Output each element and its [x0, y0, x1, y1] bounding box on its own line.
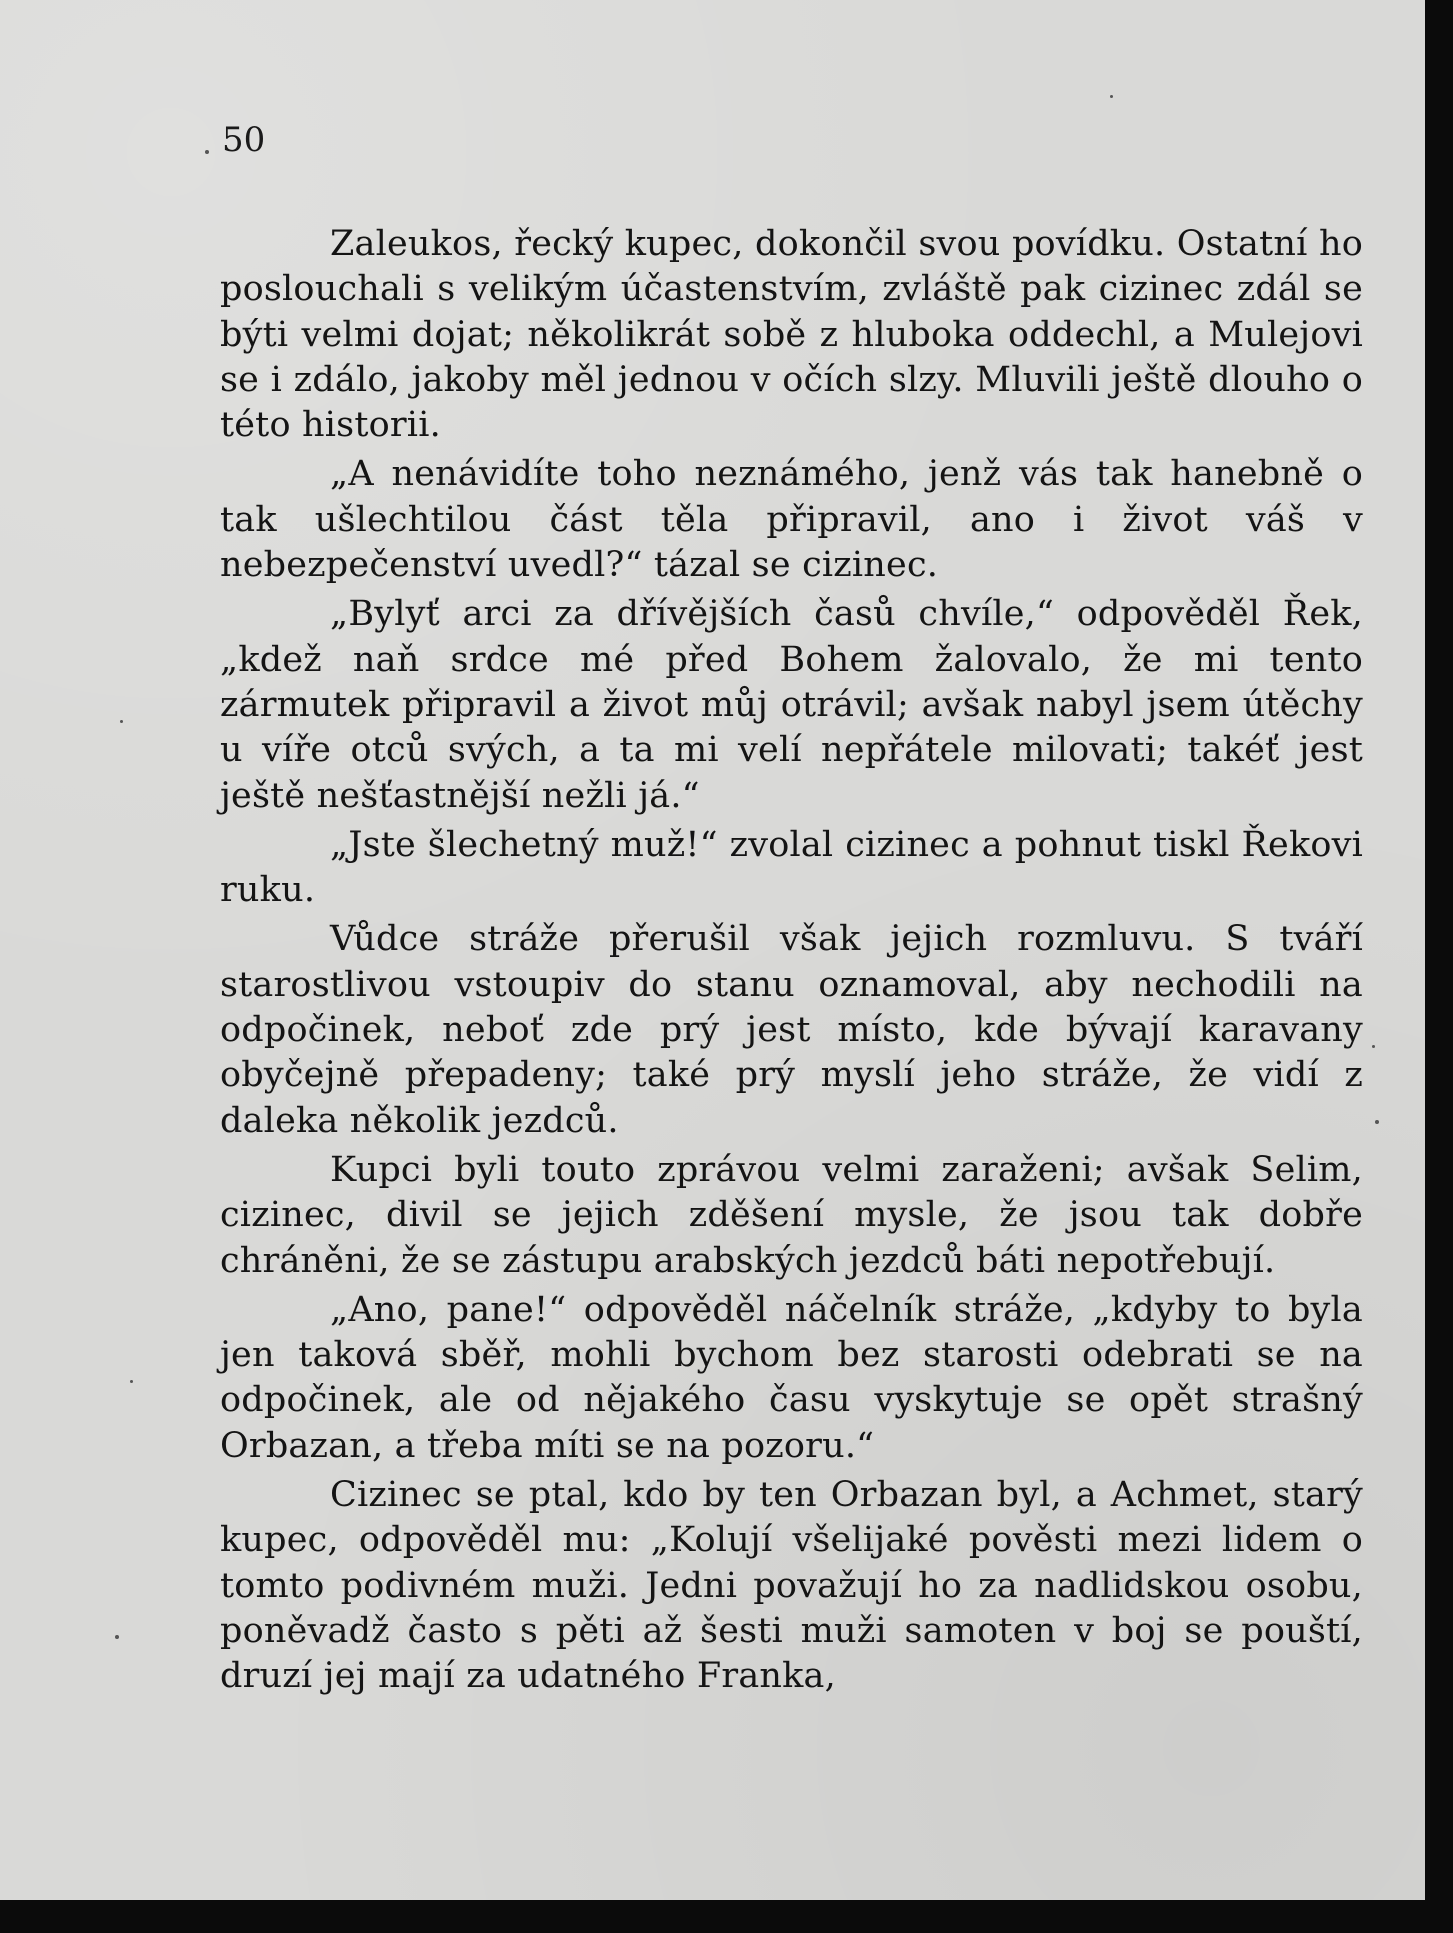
dust-speck [130, 1380, 133, 1383]
paragraph-2: „A nenávidíte toho neznámého, jenž vás tak hanebně o tak ušlechtilou část těla připravil, ano i život váš v nebezpečenství uvedl?“ tázal se cizinec. [220, 454, 1363, 586]
paragraph-8: Cizinec se ptal, kdo by ten Orbazan byl, a Achmet, starý kupec, odpověděl mu: „Kolují všelijaké pověsti mezi lidem o tomto podivném muži. Jedni považují ho za nadlidskou osobu, poněvadž často s pěti až šesti muži samoten v boj se pouští, druzí jej mají za udatného Franka, [220, 1475, 1363, 1697]
paragraph-1: Zaleukos, řecký kupec, dokončil svou povídku. Ostatní ho poslouchali s velikým účastenstvím, zvláště pak cizinec zdál se býti velmi dojat; několikrát sobě z hluboka oddechl, a Mulejovi se i zdálo, jakoby měl jednou v očích slzy. Mluvili ještě dlouho o této historii. [220, 224, 1363, 446]
scan-border-bottom [0, 1900, 1453, 1933]
dust-speck [1375, 1120, 1379, 1124]
body-text [220, 222, 1363, 1704]
dust-speck [115, 1635, 119, 1639]
paragraph-5: Vůdce stráže přerušil však jejich rozmluvu. S tváří starostlivou vstoupiv do stanu oznamoval, aby nechodili na odpočinek, neboť zde prý jest místo, kde bývají karavany obyčejně přepadeny; také prý myslí jeho stráže, že vidí z daleka několik jezdců. [220, 919, 1363, 1141]
paragraph-3: „Bylyť arci za dřívějších časů chvíle,“ odpověděl Řek, „kdež naň srdce mé před Bohem žalovalo, že mi tento zármutek připravil a život můj otrávil; avšak nabyl jsem útěchy u víře otců svých, a ta mi velí nepřátele milovati; takéť jest ještě nešťastnější nežli já.“ [220, 594, 1363, 816]
paragraph-4: „Jste šlechetný muž!“ zvolal cizinec a pohnut tiskl Řekovi ruku. [220, 824, 1363, 911]
dust-speck [1372, 1045, 1375, 1048]
dust-speck [120, 720, 123, 723]
paragraph-6: Kupci byli touto zprávou velmi zaraženi; avšak Selim, cizinec, divil se jejich zděšení mysle, že jsou tak dobře chráněni, že se zástupu arabských jezdců báti nepotřebují. [220, 1149, 1363, 1281]
paragraph-7: „Ano, pane!“ odpověděl náčelník stráže, „kdyby to byla jen taková sběř, mohli bychom bez starosti odebrati se na odpočinek, ale od nějakého času vyskytuje se opět strašný Orbazan, a třeba míti se na pozoru.“ [220, 1289, 1363, 1466]
scan-border-right [1425, 0, 1453, 1933]
dust-speck [205, 150, 209, 154]
page-number: 50 [222, 120, 266, 160]
dust-speck [1110, 95, 1113, 98]
